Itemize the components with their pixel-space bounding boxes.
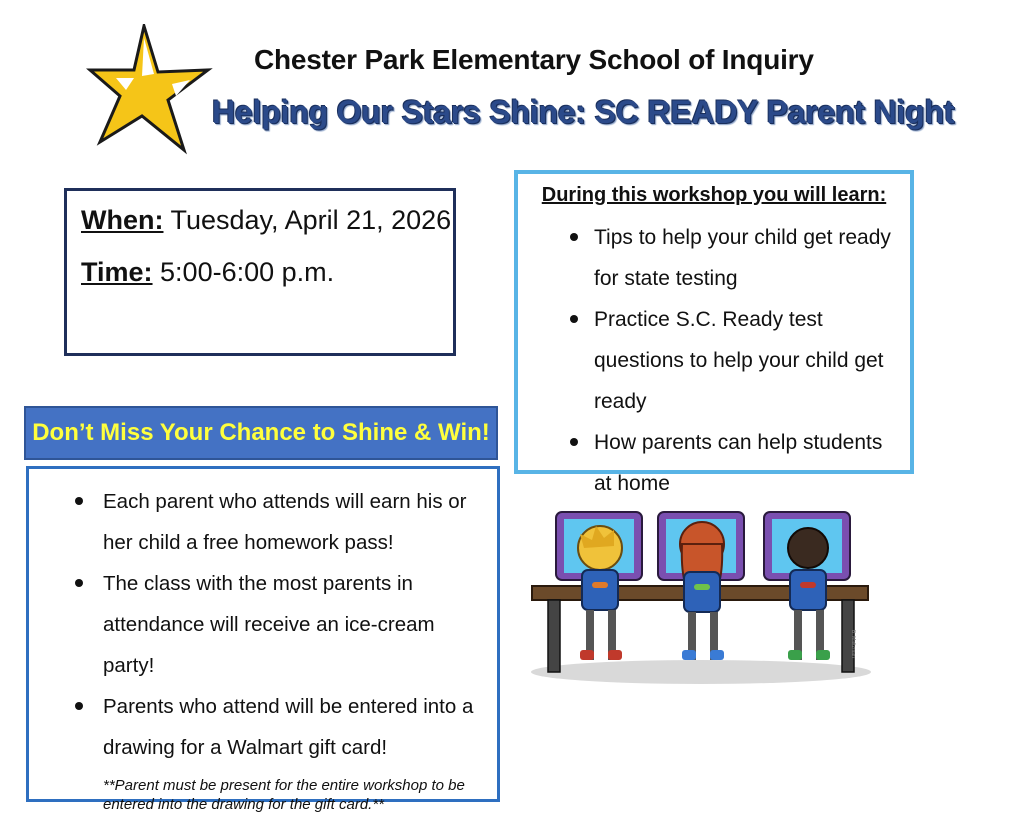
school-name: Chester Park Elementary School of Inquiry — [254, 44, 814, 75]
child-figure — [578, 526, 622, 660]
star-logo — [86, 24, 214, 156]
workshop-title: During this workshop you will learn: — [541, 184, 887, 206]
child-figure — [680, 522, 724, 660]
workshop-item: How parents can help students at home — [536, 422, 892, 504]
workshop-list — [536, 217, 892, 504]
win-banner — [24, 406, 498, 460]
when-row — [81, 203, 452, 237]
footnote: **Parent must be present for the entire workshop to be entered into the drawing for the gift card.** — [103, 777, 465, 813]
when-label: When: — [81, 205, 164, 235]
incentive-item: Each parent who attends will earn his or her child a free homework pass! — [45, 481, 481, 563]
event-title: Helping Our Stars Shine: SC READY Parent Night — [212, 94, 955, 130]
illustration-signature: B. Maltzman — [850, 630, 856, 658]
time-row — [81, 255, 439, 289]
workshop-box — [514, 170, 914, 495]
incentives-box — [26, 466, 500, 813]
time-label: Time: — [81, 257, 153, 287]
time-value: 5:00-6:00 p.m. — [152, 257, 335, 287]
win-banner-text: Don’t Miss Your Chance to Shine & Win! — [32, 419, 490, 446]
schedule-box — [64, 188, 456, 356]
incentives-list — [45, 481, 481, 768]
when-value: Tuesday, April 21, 2026 — [163, 205, 452, 235]
kids-at-computers-illustration — [526, 500, 876, 685]
workshop-item: Practice S.C. Ready test questions to help your child get ready — [536, 299, 892, 422]
incentive-item: The class with the most parents in attendance will receive an ice-cream party! — [45, 563, 481, 686]
incentive-item: Parents who attend will be entered into a drawing for a Walmart gift card! — [45, 686, 481, 768]
workshop-item: Tips to help your child get ready for state testing — [536, 217, 892, 299]
child-figure — [788, 528, 830, 660]
